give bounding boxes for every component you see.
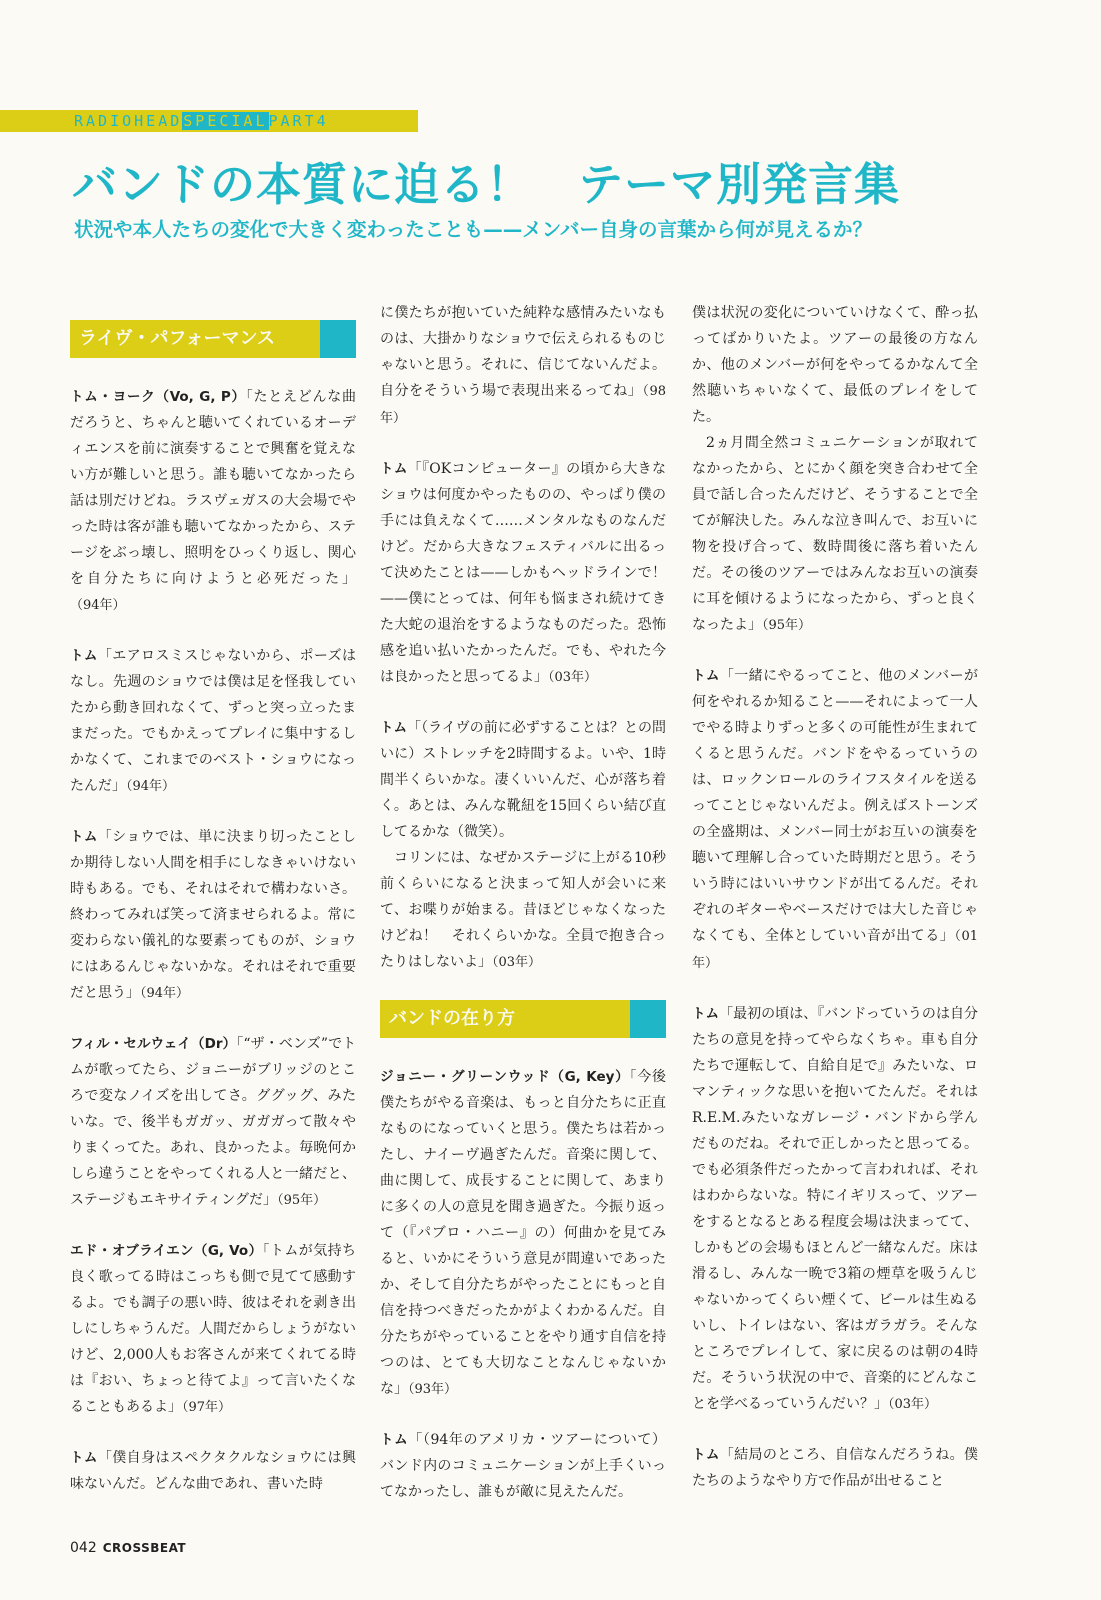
quote-speaker: トム・ヨーク（Vo, G, P） bbox=[70, 389, 246, 405]
quote-6-start bbox=[70, 1445, 356, 1497]
page-number: 042 bbox=[70, 1540, 97, 1556]
quote-10-start bbox=[380, 1427, 666, 1505]
quote-5 bbox=[70, 1238, 356, 1421]
quote-text: 「エアロスミスじゃないから、ポーズはなし。先週のショウでは僕は足を怪我していたから動き回れなくて、ずっと突っ立ったままだった。でもかえってプレイに集中するしかなくて、これまでのベスト・ショウになったんだ」 bbox=[70, 648, 356, 794]
quote-text: 「（94年のアメリカ・ツアーについて）バンド内のコミュニケーションが上手くいってなかったし、誰もが敵に見えたんだ。 bbox=[380, 1432, 666, 1500]
quote-year: （93年） bbox=[408, 1382, 458, 1397]
quote-6-continued bbox=[380, 300, 666, 432]
quote-speaker: トム bbox=[70, 648, 98, 664]
quote-text: 「ショウでは、単に決まり切ったことしか期待しない人間を相手にしなきゃいけない時もある。でも、それはそれで構わないさ。終わってみれば笑って済ませられるよ。常に変わらない儀礼的な要素ってものが、ショウにはあるんじゃないかな。それはそれで重要だと思う」 bbox=[70, 829, 356, 1001]
quote-speaker: トム bbox=[380, 1432, 409, 1448]
quote-text: 「トムが気持ち良く歌ってる時はこっちも側で見てて感動するよ。でも調子の悪い時、彼はそれを剥き出しにしちゃうんだ。人間だからしょうがないけど、2,000人もお客さんが来てくれてる時は『おい、ちょっと待てよ』って言いたくなることもあるよ」 bbox=[70, 1243, 357, 1415]
quote-speaker: トム bbox=[70, 829, 98, 845]
quote-speaker: トム bbox=[380, 720, 408, 736]
quote-speaker: トム bbox=[692, 1006, 720, 1022]
quote-year: （03年） bbox=[548, 670, 598, 685]
series-label-radiohead: RADIOHEAD bbox=[74, 112, 183, 130]
quote-7 bbox=[380, 456, 666, 691]
quote-year: （97年） bbox=[182, 1400, 232, 1415]
quote-10-continued bbox=[692, 300, 978, 430]
quote-year: （03年） bbox=[492, 955, 542, 970]
quote-text: 「『OKコンピューター』の頃から大きなショウは何度かやったものの、やっぱり僕の手には負えなくて……メンタルなものなんだけど。だから大きなフェスティバルに出るって決めたことは——しかもヘッドラインで！——僕にとっては、何年も悩まされ続けてきた大蛇の退治をするようなものだった。恐怖感を追い払いたかったんだ。でも、やれた今は良かったと思ってるよ」 bbox=[380, 461, 667, 685]
quote-text: 「今後僕たちがやる音楽は、もっと自分たちに正直なものになっていくと思う。僕たちは若かったし、ナイーヴ過ぎたんだ。音楽に関して、曲に関して、成長することに関して、あまりに多くの人の意見を聞き過ぎた。今振り返って（『パブロ・ハニー』の）何曲かを見てみると、いかにそういう意見が間違いであったか、そして自分たちがやったことにもっと自信を持つべきだったかがよくわかるんだ。自分たちがやっていることをやり通す自信を持つのは、とても大切なことなんじゃないかな」 bbox=[380, 1069, 667, 1397]
section-heading-band bbox=[380, 1000, 666, 1038]
quote-8 bbox=[380, 715, 666, 845]
quote-12 bbox=[692, 1001, 978, 1418]
quote-year: （98年） bbox=[380, 384, 667, 426]
quote-9 bbox=[380, 1064, 666, 1403]
quote-speaker: エド・オブライエン（G, Vo） bbox=[70, 1243, 263, 1259]
headline-sub: テーマ別発言集 bbox=[578, 158, 901, 211]
section-heading-live bbox=[70, 320, 356, 358]
quote-year: （94年） bbox=[126, 779, 176, 794]
quote-speaker: トム bbox=[692, 668, 720, 684]
quote-text: 「僕自身はスペクタクルなショウには興味ないんだ。どんな曲であれ、書いた時 bbox=[70, 1450, 356, 1492]
quote-text: 2ヵ月間全然コミュニケーションが取れてなかったから、とにかく顔を突き合わせて全員で話し合ったんだけど、そうすることで全てが解決した。みんな泣き叫んで、お互いに物を投げ合って、数時間後に落ち着いたんだ。その後のツアーではみんなお互いの演奏に耳を傾けるようになったから、ずっと良くなったよ」 bbox=[692, 435, 978, 633]
magazine-name: CROSSBEAT bbox=[102, 1541, 187, 1555]
page-folio bbox=[70, 1540, 186, 1556]
quote-text: 「たとえどんな曲だろうと、ちゃんと聴いてくれているオーディエンスを前に演奏することで興奮を覚えない方が難しいと思う。誰も聴いてなかったら話は別だけどね。ラスヴェガスの大会場でやった時は客が誰も聴いてなかったから、ステージをぶっ壊し、照明をひっくり返し、関心を自分たちに向けようと必死だった」 bbox=[70, 389, 356, 587]
section-heading-accent bbox=[630, 1000, 666, 1038]
quote-speaker: トム bbox=[692, 1447, 720, 1463]
quote-text: 「結局のところ、自信なんだろうね。僕たちのようなやり方で作品が出せること bbox=[692, 1447, 979, 1489]
quote-text: に僕たちが抱いていた純粋な感情みたいなものは、大掛かりなショウで伝えられるものじゃないと思う。それに、信じてないんだよ。自分をそういう場で表現出来るってね」 bbox=[380, 305, 666, 399]
article-column-3 bbox=[692, 300, 978, 1518]
quote-year: （03年） bbox=[888, 1397, 938, 1412]
series-label-part: PART4 bbox=[268, 112, 329, 130]
quote-8-paragraph-2 bbox=[380, 845, 666, 976]
quote-year: （01年） bbox=[692, 929, 979, 971]
section-heading-band-label: バンドの在り方 bbox=[389, 1008, 515, 1029]
quote-text: コリンには、なぜかステージに上がる10秒前くらいになると決まって知人が会いに来て、お喋りが始まる。昔ほどじゃなくなったけどね！ それくらいかな。全員で抱き合ったりはしないよ」 bbox=[380, 850, 666, 970]
headline bbox=[72, 148, 900, 213]
quote-speaker: トム bbox=[70, 1450, 98, 1466]
quote-speaker: トム bbox=[380, 461, 408, 477]
quote-year: （95年） bbox=[762, 618, 812, 633]
quote-text: 「“ザ・ベンズ”でトムが歌ってたら、ジョニーがブリッジのところで変なノイズを出してさ。ググッグ、みたいな。で、後半もガガッ、ガガガって散々やりまくってた。あれ、良かったよ。毎晩何かしら違うことをやってくれる人と一緒だと、ステージもエキサイティングだ」 bbox=[70, 1036, 356, 1208]
quote-speaker: フィル・セルウェイ（Dr） bbox=[70, 1036, 237, 1052]
subheadline: 状況や本人たちの変化で大きく変わったことも——メンバー自身の言葉から何が見えるか？ bbox=[74, 218, 872, 241]
quote-3 bbox=[70, 824, 356, 1007]
quote-text: 「（ライヴの前に必ずすることは？との問いに）ストレッチを2時間するよ。いや、1時間半くらいかな。凄くいいんだ、心が落ち着く。あとは、みんな靴紐を15回くらい結び直してるかな（微笑）。 bbox=[380, 720, 666, 840]
quote-year: （94年） bbox=[70, 598, 126, 613]
quote-year: （94年） bbox=[140, 986, 190, 1001]
quote-2 bbox=[70, 643, 356, 800]
headline-main: バンドの本質に迫る！ bbox=[72, 158, 533, 211]
quote-text: 「最初の頃は、『バンドっていうのは自分たちの意見を持ってやらなくちゃ。車も自分たちで運転して、自給自足で』みたいな、ロマンティックな思いを抱いてたんだ。それはR.E.M.みたいなガレージ・バンドから学んだものだね。それで正しかったと思ってる。でも必須条件だったかって言われれば、それはわからないな。特にイギリスって、ツアーをするとなるとある程度会場は決まってて、しかもどの会場もほとんど一緒なんだ。床は滑るし、みんな一晩で3箱の煙草を吸うんじゃないかってくらい煙くて、ビールは生ぬるいし、トイレはない、客はガラガラ。そんなところでプレイして、家に戻るのは朝の4時だ。そういう状況の中で、音楽的にどんなことを学べるっていうんだい？」 bbox=[692, 1006, 978, 1412]
article-column-2 bbox=[380, 300, 666, 1529]
quote-text: 「一緒にやるってこと、他のメンバーが何をやれるか知ること——それによって一人でやる時よりずっと多くの可能性が生まれてくると思うんだ。バンドをやるっていうのは、ロックンロールのライフスタイルを送るってことじゃないんだよ。例えばストーンズの全盛期は、メンバー同士がお互いの演奏を聴いて理解し合っていた時期だと思う。そういう時にはいいサウンドが出てるんだ。それぞれのギターやベースだけでは大した音じゃなくても、全体としていい音が出てる」 bbox=[692, 668, 978, 944]
quote-speaker: ジョニー・グリーンウッド（G, Key） bbox=[380, 1069, 630, 1085]
series-label-special: SPECIAL bbox=[183, 112, 268, 130]
article-column-1 bbox=[70, 300, 356, 1521]
quote-1 bbox=[70, 384, 356, 619]
quote-13 bbox=[692, 1442, 978, 1494]
section-heading-accent bbox=[320, 320, 356, 358]
quote-year: （95年） bbox=[277, 1193, 327, 1208]
section-heading-live-label: ライヴ・パフォーマンス bbox=[79, 328, 276, 349]
quote-10-paragraph-2 bbox=[692, 430, 978, 639]
quote-text: 僕は状況の変化についていけなくて、酔っ払ってばかりいたよ。ツアーの最後の方なんか、他のメンバーが何をやってるかなんて全然聴いちゃいなくて、最低のプレイをしてた。 bbox=[692, 305, 978, 425]
series-label bbox=[74, 110, 329, 132]
quote-11 bbox=[692, 663, 978, 977]
quote-4 bbox=[70, 1031, 356, 1214]
